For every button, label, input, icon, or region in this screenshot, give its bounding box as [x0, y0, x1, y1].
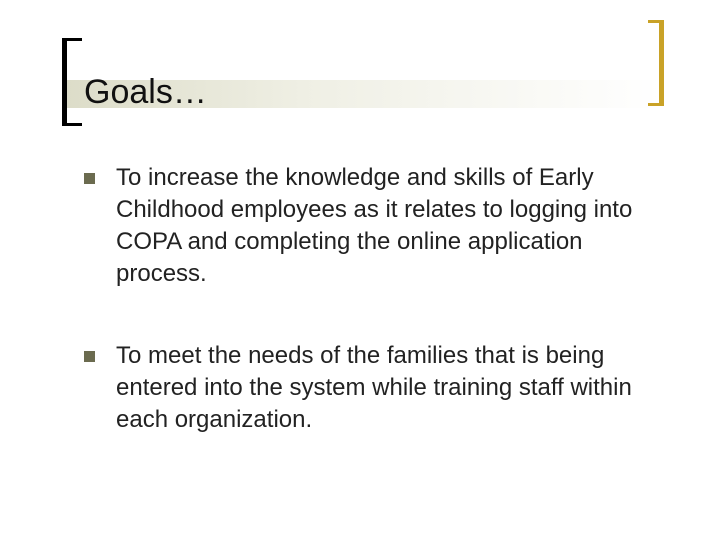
left-bracket-decoration	[62, 38, 82, 126]
right-bracket-decoration	[648, 20, 664, 106]
square-bullet-icon	[84, 173, 95, 184]
slide-title: Goals…	[84, 73, 207, 111]
bullet-item	[84, 162, 674, 290]
square-bullet-icon	[84, 351, 95, 362]
bullet-item	[84, 340, 674, 436]
bullet-text: To increase the knowledge and skills of Early Childhood employees as it relates to logging into COPA and completing the online application process.	[116, 164, 633, 287]
bullet-text: To meet the needs of the families that is being entered into the system while training staff within each organization.	[116, 342, 632, 433]
bullet-list	[84, 162, 674, 436]
